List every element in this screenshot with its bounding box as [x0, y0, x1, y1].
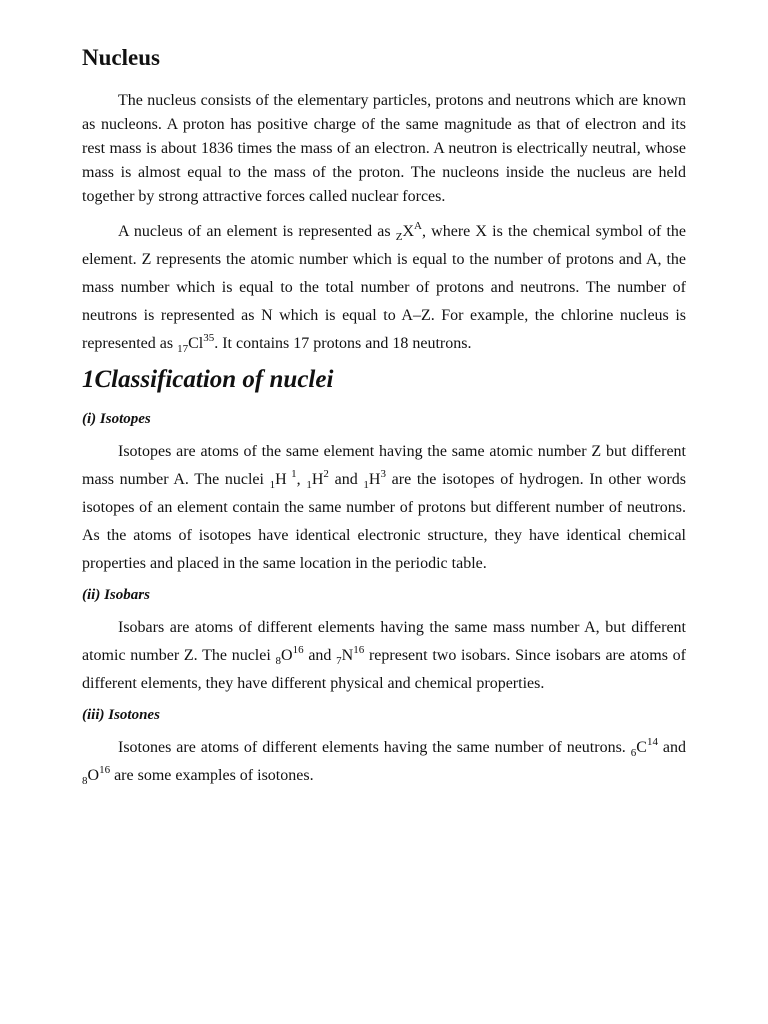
mass-number-superscript: 3 [380, 468, 386, 480]
text-run: . It contains 17 protons and 18 neutrons. [214, 335, 472, 352]
mass-number-superscript: 2 [323, 468, 329, 480]
element-symbol: O [281, 647, 293, 664]
atomic-number-subscript: 8 [275, 655, 282, 667]
intro-paragraph-2 [82, 218, 686, 358]
element-symbol: N [341, 647, 354, 664]
mass-number-superscript: 16 [99, 764, 111, 776]
element-symbol: Cl [188, 335, 204, 352]
mass-number-superscript: 16 [353, 644, 365, 656]
atomic-number-subscript: 17 [177, 343, 189, 355]
atomic-number-subscript: 1 [306, 479, 312, 491]
element-symbol: H [368, 471, 381, 488]
isotones-paragraph [82, 734, 686, 790]
text-run: , [296, 471, 307, 488]
element-symbol: H [275, 471, 287, 488]
text-run: are the isotopes of hydrogen. In other words isotopes of an element contain the same number of protons but different number of neutrons. As the atoms of isotopes have identical electronic structure, they have identical chemical properties and placed in the same location in the periodic table. [82, 471, 687, 572]
text-run: Isobars are atoms of different elements having the same mass number A, but different atomic number Z. The nuclei [82, 619, 686, 664]
mass-number-superscript: A [414, 220, 422, 232]
atomic-number-subscript: Z [395, 231, 403, 243]
mass-number-superscript: 16 [292, 644, 304, 656]
mass-number-superscript: 35 [203, 332, 215, 344]
text-run: Isotopes are atoms of the same element having the same atomic number Z but different mass number A. The nuclei [82, 443, 686, 488]
text-run: represent two isobars. Since isobars are atoms of different elements, they have different physical and chemical properties. [82, 647, 686, 692]
text-run: Isotones are atoms of different elements having the same number of neutrons. [118, 739, 631, 756]
text-run: are some examples of isotones. [110, 767, 314, 784]
mass-number-superscript: 1 [286, 468, 297, 480]
isotones-heading: (iii) Isotones [82, 707, 160, 723]
atomic-number-subscript: 8 [82, 775, 88, 787]
text-run: and [657, 739, 686, 756]
atomic-number-subscript: 6 [630, 747, 637, 759]
element-symbol: H [311, 471, 324, 488]
mass-number-superscript: 14 [646, 736, 658, 748]
isotopes-heading: (i) Isotopes [82, 411, 151, 427]
isobars-paragraph [82, 614, 686, 698]
text-run: and [303, 647, 337, 664]
atomic-number-subscript: 1 [269, 479, 276, 491]
page-title: Nucleus [82, 45, 160, 70]
element-symbol: O [87, 767, 100, 784]
section-title: 1Classification of nuclei [82, 366, 334, 393]
element-symbol: C [636, 739, 647, 756]
text-run: A nucleus of an element is represented as [118, 223, 396, 240]
isobars-heading: (ii) Isobars [82, 587, 150, 603]
text-run: , where X is the chemical symbol of the element. Z represents the atomic number which is equal to the number of protons and A, the mass number which is equal to the total number of protons and neutrons. The number of neutrons is represented as N which is equal to A–Z. For example, the chlorine nucleus is represented as [82, 223, 686, 352]
isotopes-paragraph [82, 438, 686, 578]
atomic-number-subscript: 7 [336, 655, 342, 667]
atomic-number-subscript: 1 [363, 479, 369, 491]
document-page [82, 40, 686, 796]
element-symbol: X [402, 223, 415, 240]
intro-paragraph-1: The nucleus consists of the elementary particles, protons and neutrons which are known as nucleons. A proton has positive charge of the same magnitude as that of electron and its rest mass is about 1836 times the mass of an electron. A neutron is electrically neutral, whose mass is almost equal to the mass of the proton. The nucleons inside the nucleus are held together by strong attractive forces called nuclear forces. [82, 92, 686, 205]
text-run: and [328, 471, 364, 488]
